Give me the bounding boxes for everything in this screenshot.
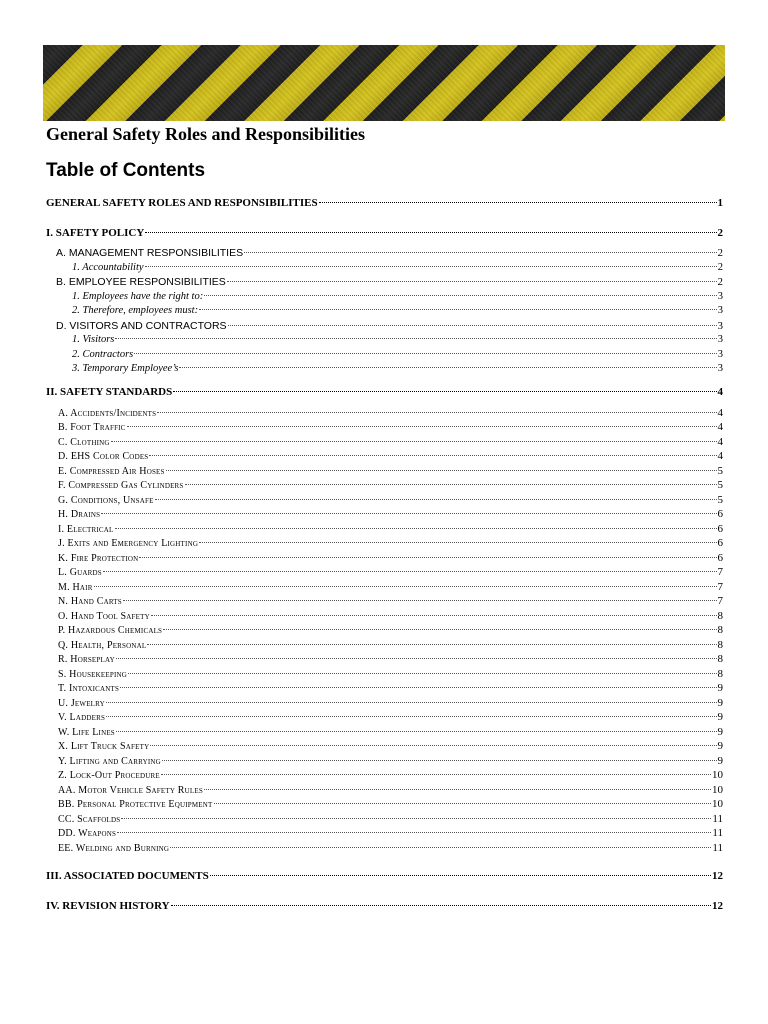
toc-page-number: 9 <box>717 740 723 752</box>
dot-leader <box>162 760 717 761</box>
dot-leader <box>150 745 716 746</box>
toc-entry-title: CC. Scaffolds <box>58 813 121 825</box>
toc-entry-standard[interactable] <box>46 537 723 552</box>
toc-entry-standard[interactable] <box>46 842 723 857</box>
toc-entry-title: I. SAFETY POLICY <box>46 227 145 239</box>
toc-entry-title: T. Intoxicants <box>58 683 120 694</box>
toc-page-number: 12 <box>712 870 723 882</box>
toc-page-number: 8 <box>717 624 723 636</box>
dot-leader <box>228 325 717 326</box>
dot-leader <box>147 644 716 645</box>
toc-page-number: 11 <box>712 812 723 825</box>
toc-page-number: 9 <box>717 711 723 723</box>
dot-leader <box>199 309 717 310</box>
dot-leader <box>117 832 711 833</box>
toc-entry-title: Y. Lifting and Carrying <box>58 755 161 767</box>
toc-entry-subsection[interactable] <box>46 291 723 306</box>
toc-entry-standard[interactable] <box>46 523 723 538</box>
dot-leader <box>185 484 717 485</box>
dot-leader <box>106 716 716 717</box>
toc-page-number: 3 <box>717 334 723 345</box>
document-title: General Safety Roles and Responsibilities <box>46 124 366 144</box>
toc-entry-title: II. SAFETY STANDARDS <box>46 385 173 398</box>
toc-entry-title: GENERAL SAFETY ROLES AND RESPONSIBILITIES <box>46 197 318 209</box>
toc-entry-subsection[interactable] <box>46 320 723 335</box>
toc-page-number: 3 <box>717 305 723 316</box>
dot-leader <box>101 513 716 514</box>
toc-entry-standard[interactable] <box>46 798 723 813</box>
toc-entry-associated-documents[interactable] <box>46 870 723 885</box>
toc-page-number: 4 <box>717 421 723 433</box>
dot-leader <box>123 600 717 601</box>
toc-entry-title: E. Compressed Air Hoses <box>58 465 165 477</box>
dot-leader <box>149 455 716 456</box>
toc-entry-standard[interactable] <box>46 740 723 755</box>
toc-entry-standard[interactable] <box>46 697 723 712</box>
dot-leader <box>127 426 717 427</box>
dot-leader <box>157 412 716 413</box>
toc-entry-standard[interactable] <box>46 508 723 523</box>
toc-entry-title: AA. Motor Vehicle Safety Rules <box>58 784 203 796</box>
toc-entry-standard[interactable] <box>46 639 723 654</box>
toc-entry-subsection[interactable] <box>46 363 723 378</box>
toc-entry-safety-standards[interactable] <box>46 386 723 401</box>
toc-page-number: 3 <box>717 363 723 374</box>
toc-heading: Table of Contents <box>46 160 206 181</box>
toc-entry-subsection[interactable] <box>46 276 723 291</box>
toc-entry-standard[interactable] <box>46 711 723 726</box>
dot-leader <box>204 295 717 296</box>
toc-entry-title: J. Exits and Emergency Lighting <box>58 538 199 549</box>
toc-entry-title: O. Hand Tool Safety <box>58 610 150 622</box>
toc-entry-standard[interactable] <box>46 827 723 842</box>
toc-page-number: 7 <box>717 580 723 593</box>
toc-entry-title: H. Drains <box>58 509 101 520</box>
toc-entry-title: I. Electrical <box>58 523 114 535</box>
table-of-contents <box>46 197 723 915</box>
dot-leader <box>139 557 716 558</box>
toc-page-number: 9 <box>717 725 723 738</box>
dot-leader <box>121 818 711 819</box>
toc-entry-standard[interactable] <box>46 479 723 494</box>
toc-page-number: 2 <box>717 261 723 273</box>
toc-entry-title: S. Housekeeping <box>58 668 128 680</box>
toc-entry-standard[interactable] <box>46 653 723 668</box>
toc-entry-subsection[interactable] <box>46 334 723 349</box>
toc-entry-title: F. Compressed Gas Cylinders <box>58 480 184 491</box>
toc-entry-title: U. Jewelry <box>58 697 105 709</box>
hazard-stripe-banner <box>43 45 725 121</box>
dot-leader <box>103 571 717 572</box>
dot-leader <box>179 367 716 368</box>
toc-page-number: 5 <box>717 479 723 491</box>
toc-page-number: 5 <box>717 493 723 506</box>
toc-page-number: 4 <box>717 406 723 419</box>
toc-page-number: 3 <box>717 290 723 302</box>
toc-page-number: 8 <box>717 653 723 665</box>
dot-leader <box>116 658 717 659</box>
toc-entry-title: D. VISITORS AND CONTRACTORS <box>56 319 227 332</box>
toc-page-number: 4 <box>717 435 723 448</box>
toc-entry-title: 3. Temporary Employee’s <box>72 363 179 374</box>
toc-page-number: 10 <box>712 783 723 796</box>
toc-entry-title: 1. Accountability <box>72 261 144 273</box>
toc-entry-title: R. Horseplay <box>58 654 115 665</box>
toc-page-number: 6 <box>717 508 723 520</box>
toc-entry-standard[interactable] <box>46 813 723 828</box>
toc-page-number: 2 <box>717 227 723 239</box>
toc-entry-title: III. ASSOCIATED DOCUMENTS <box>46 870 209 882</box>
toc-entry-title: 2. Contractors <box>72 348 134 360</box>
toc-page-number: 9 <box>717 682 723 694</box>
dot-leader <box>210 875 711 876</box>
dot-leader <box>171 905 711 906</box>
dot-leader <box>115 528 717 529</box>
toc-entry-title: V. Ladders <box>58 712 106 723</box>
toc-entry-title: B. EMPLOYEE RESPONSIBILITIES <box>56 276 226 288</box>
toc-page-number: 6 <box>717 551 723 564</box>
dot-leader <box>244 252 716 253</box>
toc-page-number: 11 <box>712 827 723 839</box>
dot-leader <box>319 202 717 203</box>
toc-entry-standard[interactable] <box>46 436 723 451</box>
toc-page-number: 8 <box>717 609 723 622</box>
toc-entry-subsection[interactable] <box>46 262 723 277</box>
toc-entry-standard[interactable] <box>46 624 723 639</box>
dot-leader <box>111 441 717 442</box>
dot-leader <box>155 499 717 500</box>
toc-entry-main[interactable] <box>46 197 723 212</box>
toc-entry-standard[interactable] <box>46 581 723 596</box>
toc-entry-title: DD. Weapons <box>58 828 117 839</box>
toc-entry-standard[interactable] <box>46 450 723 465</box>
dot-leader <box>94 586 717 587</box>
toc-entry-title: W. Life Lines <box>58 726 115 738</box>
toc-entry-standard[interactable] <box>46 465 723 480</box>
toc-entry-standard[interactable] <box>46 769 723 784</box>
dot-leader <box>145 266 717 267</box>
dot-leader <box>115 338 716 339</box>
toc-page-number: 1 <box>717 197 723 209</box>
toc-entry-standard[interactable] <box>46 421 723 436</box>
toc-entry-title: N. Hand Carts <box>58 596 122 607</box>
toc-page-number: 9 <box>717 696 723 709</box>
toc-entry-title: Z. Lock-Out Procedure <box>58 770 160 781</box>
toc-page-number: 3 <box>717 348 723 360</box>
dot-leader <box>227 281 717 282</box>
toc-page-number: 10 <box>712 769 723 781</box>
toc-page-number: 4 <box>717 385 723 398</box>
toc-entry-title: M. Hair <box>58 581 93 593</box>
dot-leader <box>173 391 716 392</box>
toc-entry-title: Q. Health, Personal <box>58 639 147 651</box>
dot-leader <box>106 702 717 703</box>
toc-entry-standard[interactable] <box>46 494 723 509</box>
toc-page-number: 7 <box>717 595 723 607</box>
toc-entry-title: 1. Employees have the right to: <box>72 290 204 302</box>
dot-leader <box>128 673 716 674</box>
toc-page-number: 7 <box>717 566 723 578</box>
toc-entry-safety-policy[interactable] <box>46 227 723 242</box>
toc-page-number: 2 <box>717 247 723 259</box>
toc-entry-title: 2. Therefore, employees must: <box>72 305 199 316</box>
toc-entry-standard[interactable] <box>46 566 723 581</box>
dot-leader <box>134 353 716 354</box>
toc-entry-standard[interactable] <box>46 755 723 770</box>
toc-entry-title: A. MANAGEMENT RESPONSIBILITIES <box>56 247 244 259</box>
dot-leader <box>204 789 711 790</box>
dot-leader <box>214 803 712 804</box>
dot-leader <box>145 232 716 233</box>
toc-page-number: 6 <box>717 537 723 549</box>
toc-entry-standard[interactable] <box>46 726 723 741</box>
toc-entry-subsection[interactable] <box>46 305 723 320</box>
toc-page-number: 12 <box>712 900 723 912</box>
toc-entry-title: A. Accidents/Incidents <box>58 407 157 419</box>
toc-entry-title: IV. REVISION HISTORY <box>46 900 170 912</box>
toc-entry-standard[interactable] <box>46 668 723 683</box>
toc-page-number: 4 <box>717 450 723 462</box>
toc-entry-standard[interactable] <box>46 595 723 610</box>
toc-entry-subsection[interactable] <box>46 349 723 364</box>
toc-entry-title: L. Guards <box>58 567 102 578</box>
dot-leader <box>161 774 711 775</box>
toc-entry-standard[interactable] <box>46 610 723 625</box>
toc-entry-standard[interactable] <box>46 552 723 567</box>
toc-entry-revision-history[interactable] <box>46 900 723 915</box>
toc-page-number: 8 <box>717 667 723 680</box>
toc-entry-title: K. Fire Protection <box>58 552 139 564</box>
toc-entry-standard[interactable] <box>46 784 723 799</box>
toc-entry-title: P. Hazardous Chemicals <box>58 625 163 636</box>
toc-page-number: 9 <box>717 754 723 767</box>
toc-page-number: 5 <box>717 464 723 477</box>
toc-page-number: 11 <box>712 841 723 854</box>
toc-entry-title: B. Foot Traffic <box>58 422 126 433</box>
toc-page-number: 2 <box>717 276 723 288</box>
toc-page-number: 3 <box>717 319 723 332</box>
dot-leader <box>170 847 711 848</box>
dot-leader <box>163 629 716 630</box>
toc-entry-subsection[interactable] <box>46 247 723 262</box>
toc-entry-title: G. Conditions, Unsafe <box>58 494 154 506</box>
toc-entry-title: BB. Personal Protective Equipment <box>58 799 213 810</box>
toc-entry-title: X. Lift Truck Safety <box>58 741 150 752</box>
toc-entry-title: 1. Visitors <box>72 334 115 345</box>
dot-leader <box>120 687 716 688</box>
toc-entry-title: C. Clothing <box>58 436 110 448</box>
toc-entry-standard[interactable] <box>46 682 723 697</box>
toc-entry-standard[interactable] <box>46 407 723 422</box>
dot-leader <box>116 731 717 732</box>
dot-leader <box>199 542 716 543</box>
toc-entry-title: D. EHS Color Codes <box>58 451 149 462</box>
dot-leader <box>151 615 717 616</box>
toc-page-number: 6 <box>717 522 723 535</box>
toc-page-number: 10 <box>712 798 723 810</box>
dot-leader <box>166 470 717 471</box>
toc-entry-title: EE. Welding and Burning <box>58 842 170 854</box>
toc-page-number: 8 <box>717 638 723 651</box>
